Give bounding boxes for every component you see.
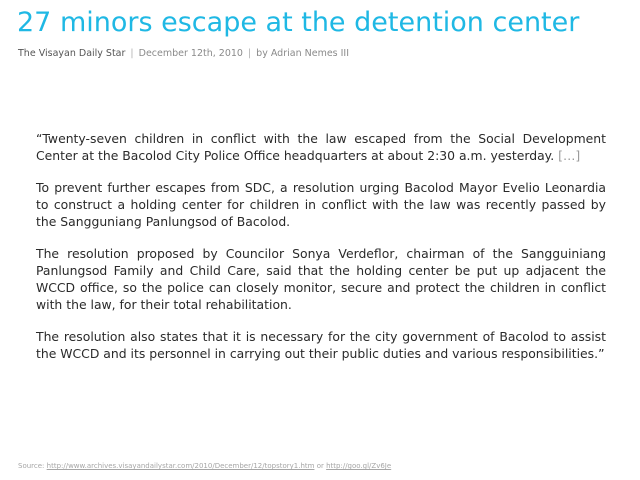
author-name: by Adrian Nemes III xyxy=(256,48,350,59)
source-connector: or xyxy=(316,462,324,470)
ellipsis-marker: […] xyxy=(558,148,581,163)
article-paragraph-text: “Twenty-seven children in conflict with the law escaped from the Social Development Center at the Bacolod City Police Office headquarters at about 2:30 a.m. yesterday. xyxy=(36,131,606,163)
publication-date: December 12th, 2010 xyxy=(138,48,243,59)
article-paragraph: To prevent further escapes from SDC, a resolution urging Bacolod Mayor Evelio Leonardia to construct a holding center for children in conflict with the law was recently passed by the Sangguniang Panlungsod of Bacolod. xyxy=(36,180,606,229)
article-paragraph: The resolution proposed by Councilor Sonya Verdeflor, chairman of the Sangguiniang Panlungsod Family and Child Care, said that the holding center be put up adjacent the WCCD office, so the police can closely monitor, secure and protect the children in conflict with the law, for their total rehabilitation. xyxy=(36,246,606,312)
byline-separator: | xyxy=(130,48,134,59)
source-link[interactable]: http://www.archives.visayandailystar.com/2010/December/12/topstory1.htm xyxy=(46,462,315,470)
page-title: 27 minors escape at the detention center xyxy=(17,7,580,38)
byline xyxy=(18,48,349,60)
article-quote xyxy=(36,130,606,377)
article-paragraph: The resolution also states that it is necessary for the city government of Bacolod to assist the WCCD and its personnel in carrying out their public duties and various responsibilities.” xyxy=(36,329,606,361)
source-label: Source: xyxy=(18,462,45,470)
short-link[interactable]: http://goo.gl/Zv6Je xyxy=(326,462,392,470)
publication-name: The Visayan Daily Star xyxy=(18,48,126,59)
source-citation xyxy=(18,461,391,471)
article-paragraph xyxy=(36,130,606,164)
byline-separator: | xyxy=(247,48,252,59)
